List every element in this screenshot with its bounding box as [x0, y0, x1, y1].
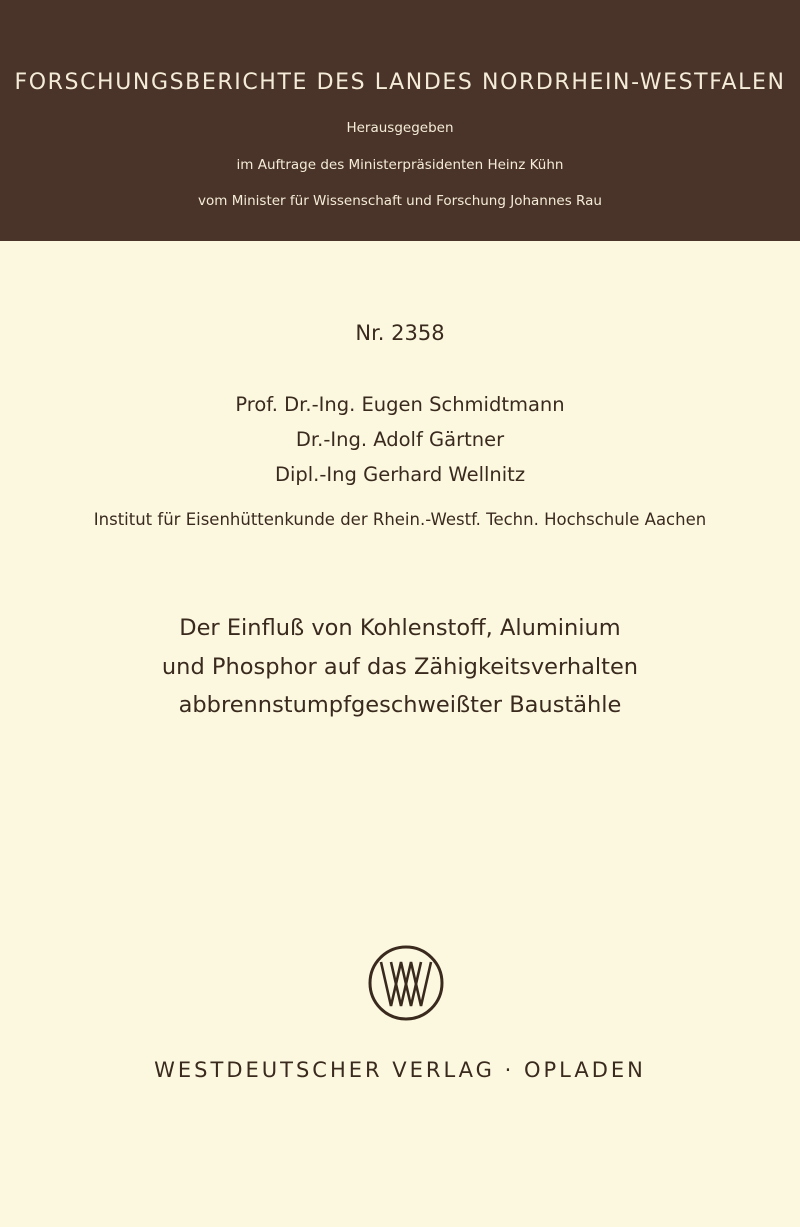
author-2: Dr.-Ing. Adolf Gärtner — [295, 428, 505, 451]
publisher-imprint: WESTDEUTSCHER VERLAG · OPLADEN — [154, 1058, 646, 1082]
editor-line-1: Herausgegeben — [346, 120, 454, 136]
title-line-2: und Phosphor auf das Zähigkeitsverhalten — [161, 654, 639, 680]
institute: Institut für Eisenhüttenkunde der Rhein.-Westf. Techn. Hochschule Aachen — [93, 510, 707, 529]
series-title: FORSCHUNGSBERICHTE DES LANDES NORDRHEIN-WESTFALEN — [14, 70, 786, 95]
author-3: Dipl.-Ing Gerhard Wellnitz — [274, 463, 526, 486]
publisher-ww-logo-icon — [367, 944, 445, 1022]
title-line-1: Der Einfluß von Kohlenstoff, Aluminium — [179, 615, 621, 641]
editor-line-2: im Auftrage des Ministerpräsidenten Heinz Kühn — [236, 157, 564, 173]
author-1: Prof. Dr.-Ing. Eugen Schmidtmann — [235, 393, 565, 416]
editor-line-3: vom Minister für Wissenschaft und Forschung Johannes Rau — [198, 193, 602, 209]
header-banner — [0, 0, 800, 241]
title-line-3: abbrennstumpfgeschweißter Baustähle — [178, 692, 622, 718]
report-number: Nr. 2358 — [355, 321, 445, 345]
